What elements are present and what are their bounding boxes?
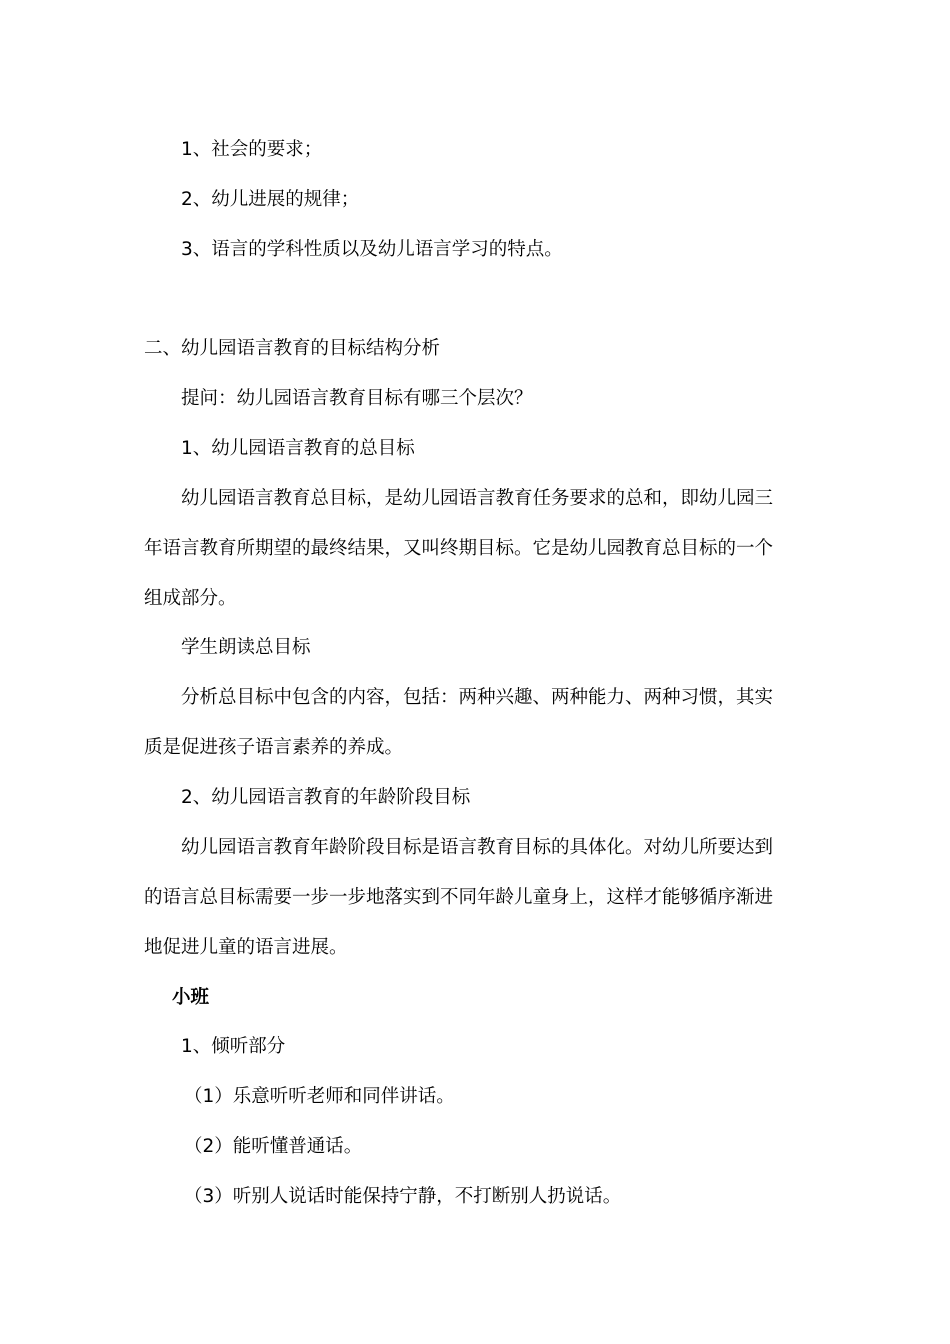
list-item-development-law: 2、幼儿进展的规律； (181, 189, 360, 210)
list-item-listen: （1）乐意听听老师和同伴讲话。 (184, 1086, 455, 1107)
paragraph-line: 的语言总目标需要一步一步地落实到不同年龄儿童身上，这样才能够循序渐进 (144, 887, 774, 908)
paragraph-line: 质是促进孩子语言素养的养成。 (144, 737, 404, 758)
paragraph-line: 组成部分。 (144, 588, 237, 609)
subheading-total-goal: 1、幼儿园语言教育的总目标 (181, 438, 415, 459)
paragraph-line: 分析总目标中包含的内容，包括：两种兴趣、两种能力、两种习惯，其实 (181, 687, 774, 708)
list-item-listen: （2）能听懂普通话。 (184, 1136, 363, 1157)
section-heading: 二、幼儿园语言教育的目标结构分析 (144, 338, 441, 359)
list-item-listen: （3）听别人说话时能保持宁静，不打断别人扔说话。 (184, 1186, 622, 1207)
question-text: 提问：幼儿园语言教育目标有哪三个层次？ (181, 388, 533, 409)
paragraph-line: 年语言教育所期望的最终结果，又叫终期目标。它是幼儿园教育总目标的一个 (144, 538, 774, 559)
read-goal-text: 学生朗读总目标 (181, 637, 311, 658)
subheading-age-goal: 2、幼儿园语言教育的年龄阶段目标 (181, 787, 471, 808)
list-item-language-nature: 3、语言的学科性质以及幼儿语言学习的特点。 (181, 239, 563, 260)
class-heading: 小班 (172, 987, 210, 1008)
paragraph-line: 地促进儿童的语言进展。 (144, 937, 348, 958)
list-item-social-requirement: 1、社会的要求； (181, 139, 323, 160)
paragraph-line: 幼儿园语言教育总目标，是幼儿园语言教育任务要求的总和，即幼儿园三 (181, 488, 774, 509)
paragraph-line: 幼儿园语言教育年龄阶段目标是语言教育目标的具体化。对幼儿所要达到 (181, 837, 774, 858)
subheading-listening: 1、倾听部分 (181, 1036, 286, 1057)
